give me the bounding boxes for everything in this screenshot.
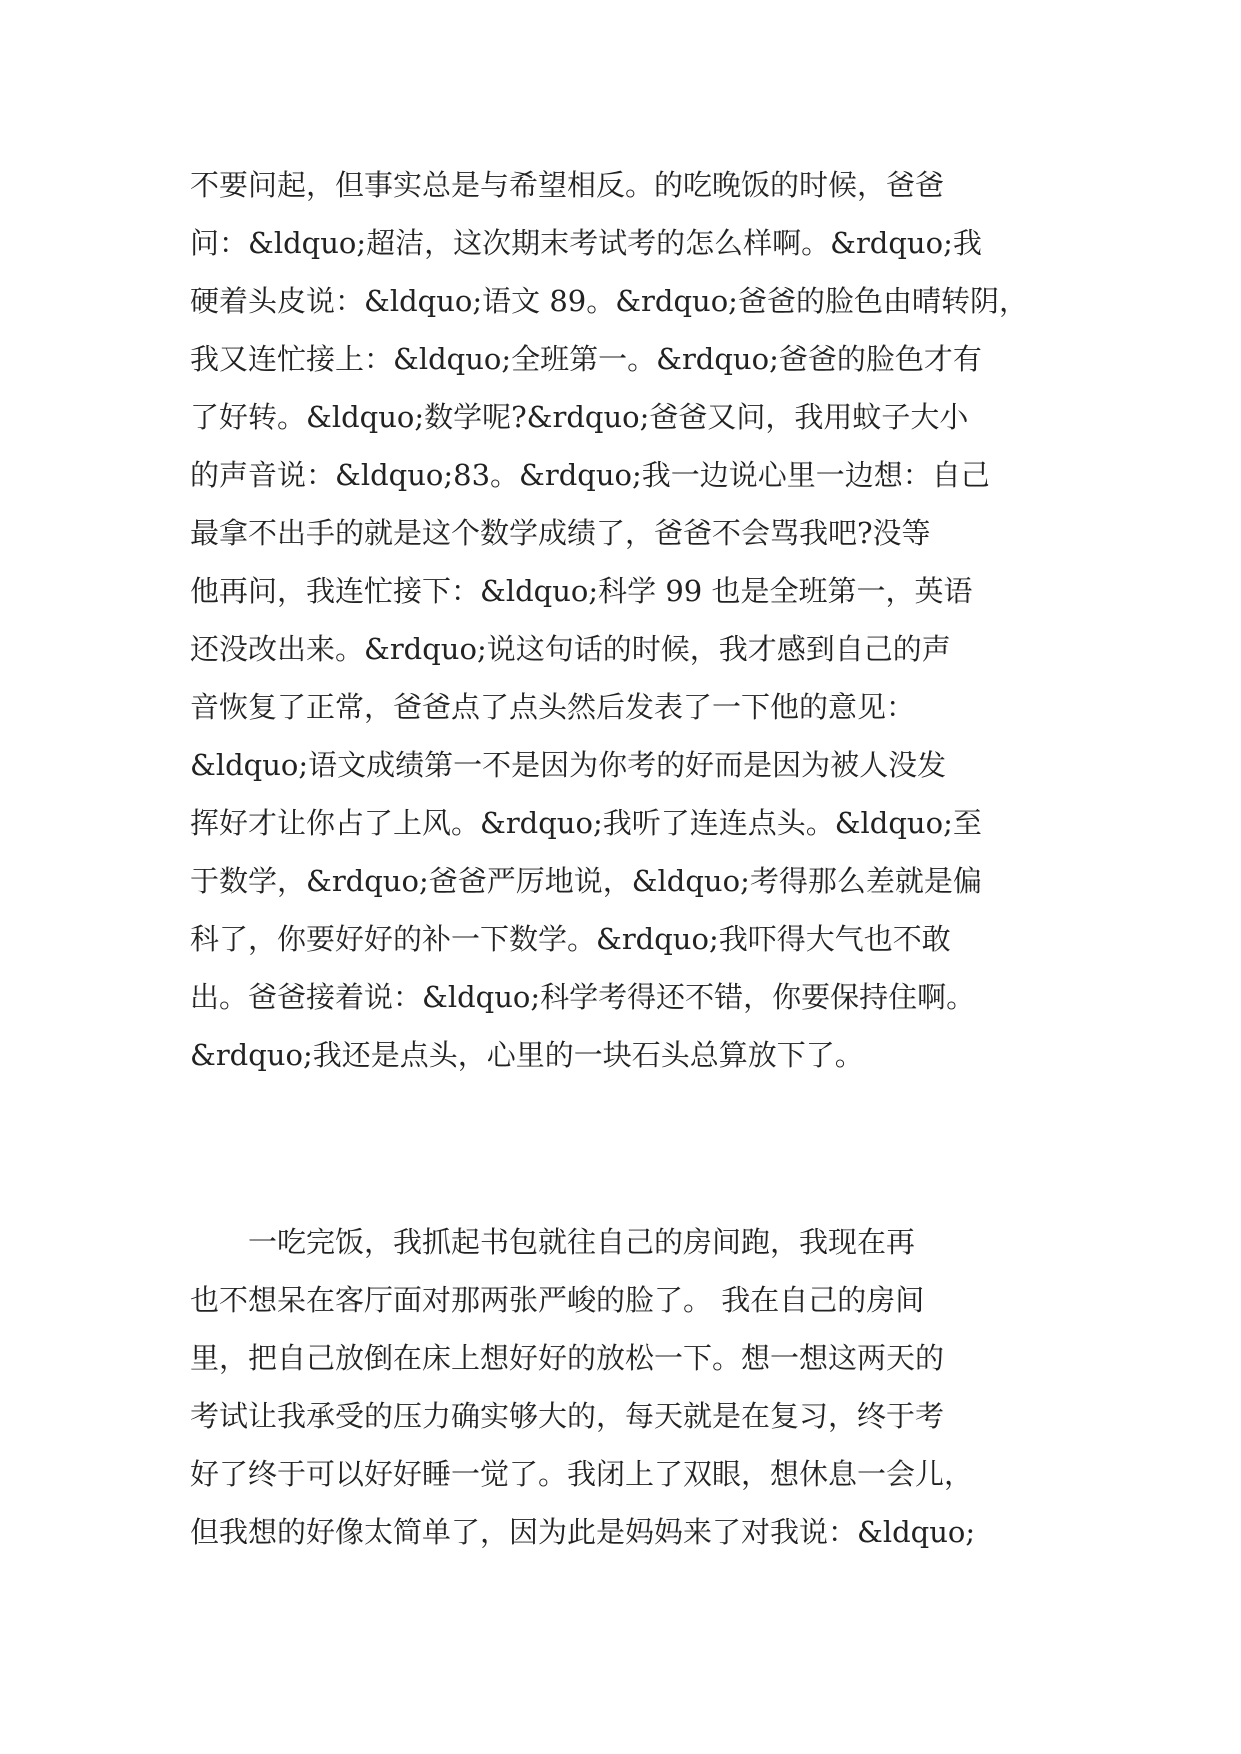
text-line: 于数学，&rdquo;爸爸严厉地说，&ldquo;考得那么差就是偏 [190,864,982,898]
text-line: 出。爸爸接着说：&ldquo;科学考得还不错，你要保持住啊。 [190,980,976,1014]
text-line: 音恢复了正常，爸爸点了点头然后发表了一下他的意见： [190,690,916,724]
text-line: 里，把自己放倒在床上想好好的放松一下。想一想这两天的 [190,1341,945,1375]
text-line: &rdquo;我还是点头，心里的一块石头总算放下了。 [190,1038,864,1072]
text-line: 硬着头皮说：&ldquo;语文 89。&rdquo;爸爸的脸色由晴转阴， [190,284,1028,318]
text-line: 我又连忙接上：&ldquo;全班第一。&rdquo;爸爸的脸色才有 [190,342,982,376]
text-line: 科了，你要好好的补一下数学。&rdquo;我吓得大气也不敢 [190,922,951,956]
text-line: 了好转。&ldquo;数学呢?&rdquo;爸爸又问，我用蚊子大小 [190,400,969,434]
text-line: 的声音说：&ldquo;83。&rdquo;我一边说心里一边想：自己 [190,458,990,492]
text-line: 不要问起，但事实总是与希望相反。的吃晚饭的时候，爸爸 [190,168,945,202]
text-line: 好了终于可以好好睡一觉了。我闭上了双眼，想休息一会儿， [190,1457,974,1491]
paragraph-1 [190,156,1080,1084]
text-line: 但我想的好像太简单了，因为此是妈妈来了对我说：&ldquo; [190,1515,976,1549]
text-line: 他再问，我连忙接下：&ldquo;科学 99 也是全班第一，英语 [190,574,973,608]
text-line: 问：&ldquo;超洁，这次期末考试考的怎么样啊。&rdquo;我 [190,226,982,260]
text-line: 还没改出来。&rdquo;说这句话的时候，我才感到自己的声 [190,632,951,666]
text-line: 考试让我承受的压力确实够大的，每天就是在复习，终于考 [190,1399,945,1433]
text-line: 挥好才让你占了上风。&rdquo;我听了连连点头。&ldquo;至 [190,806,982,840]
text-line: &ldquo;语文成绩第一不是因为你考的好而是因为被人没发 [190,748,947,782]
paragraph-2 [190,1213,1080,1561]
text-line: 一吃完饭，我抓起书包就往自己的房间跑，我现在再 [190,1225,916,1259]
text-line: 最拿不出手的就是这个数学成绩了，爸爸不会骂我吧?没等 [190,516,931,550]
text-line: 也不想呆在客厅面对那两张严峻的脸了。 我在自己的房间 [190,1283,925,1317]
